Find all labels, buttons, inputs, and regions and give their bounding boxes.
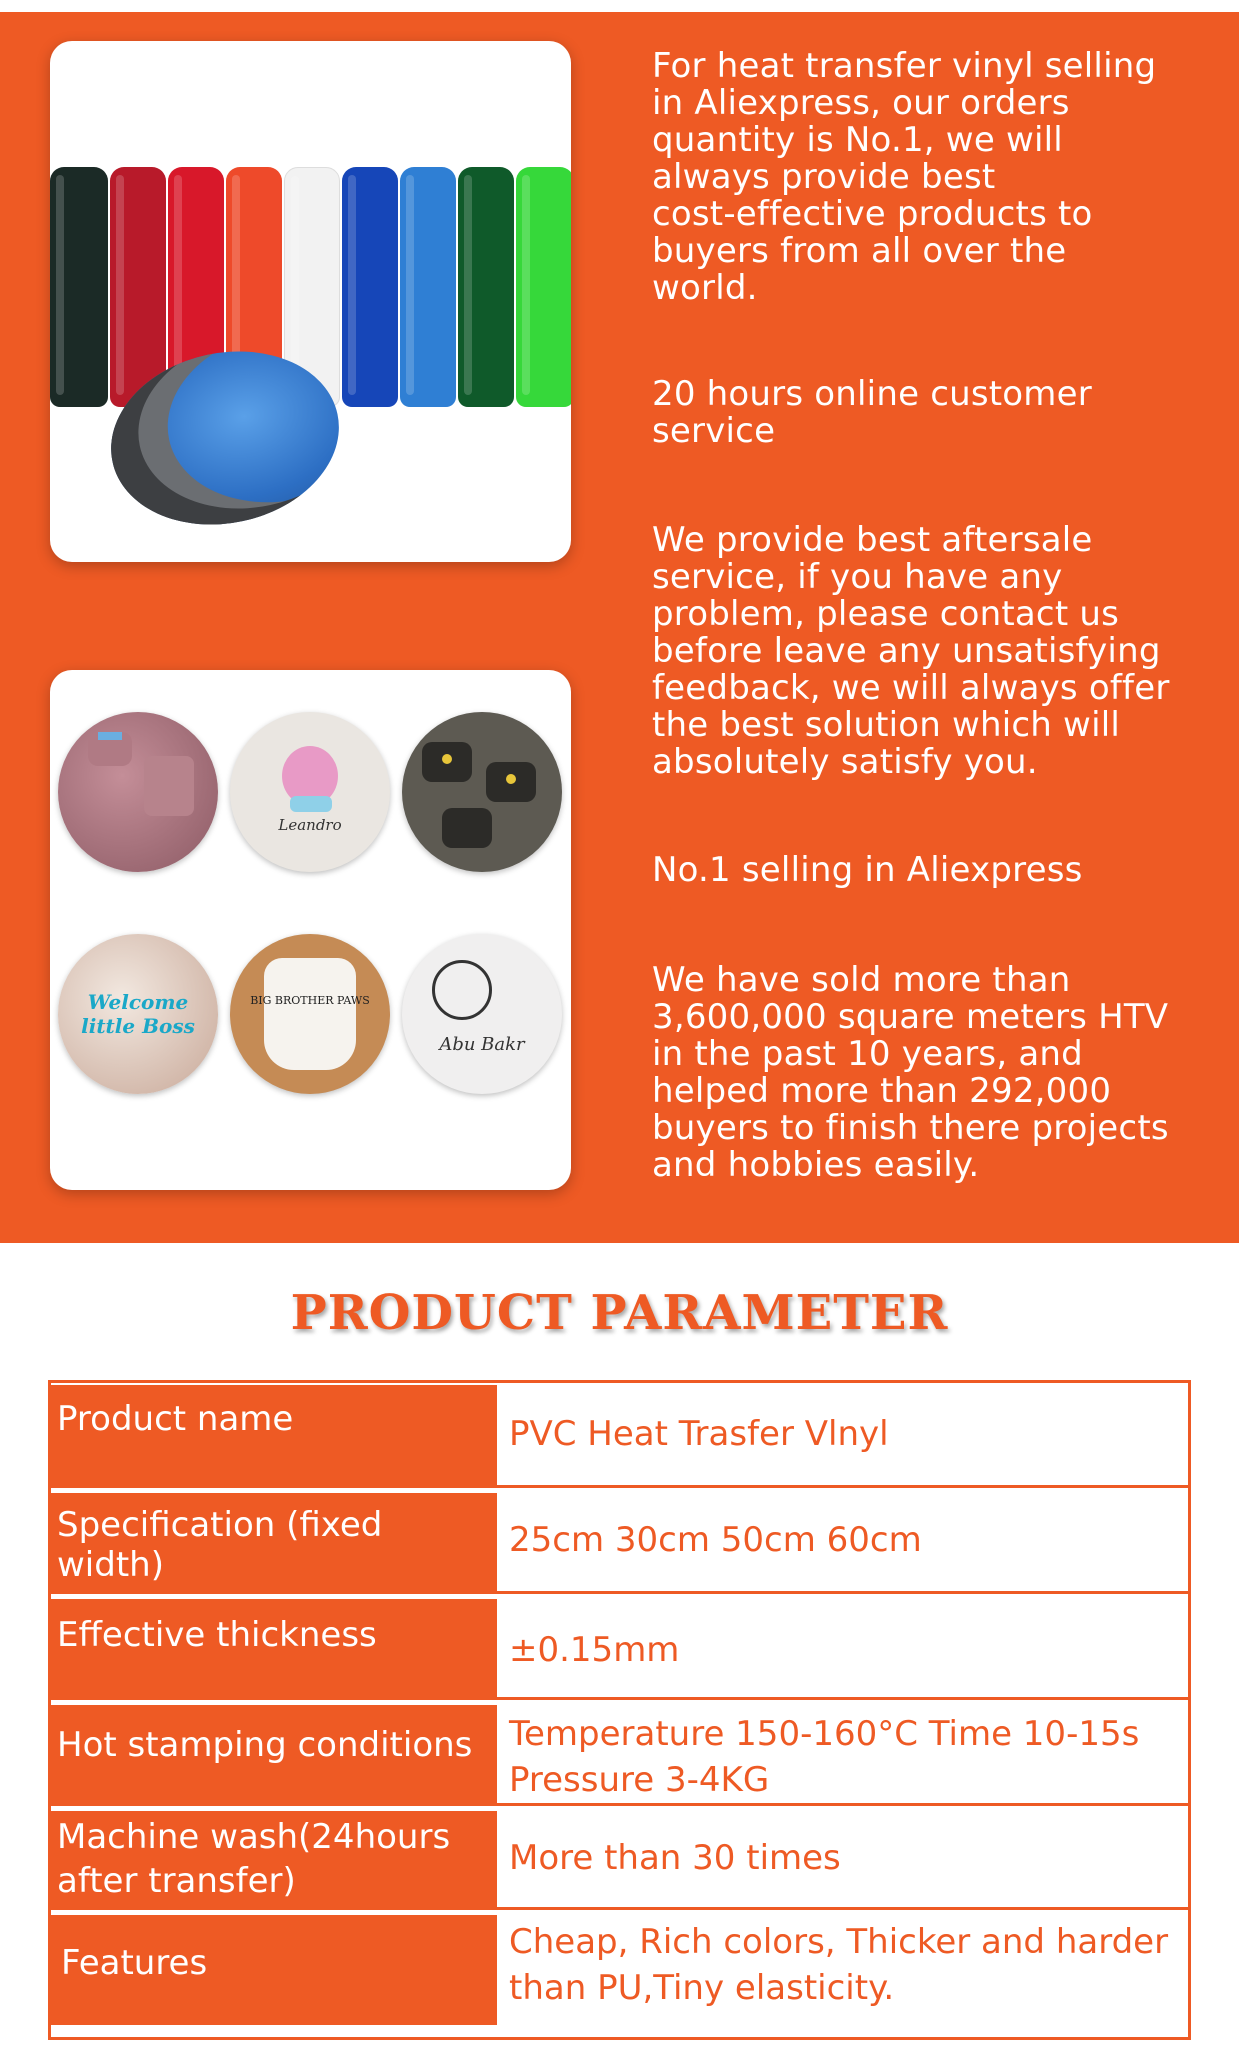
vinyl-roll <box>342 167 398 407</box>
row-divider <box>51 1697 1188 1700</box>
pitch-paragraph-3 <box>652 522 1170 781</box>
pitch-line: We provide best aftersale <box>652 520 1093 560</box>
pitch-paragraph-4 <box>652 852 1083 889</box>
vinyl-roll <box>110 167 166 407</box>
teddy-bear-shirt-sample <box>230 712 390 872</box>
pitch-line: 20 hours online customer <box>652 374 1092 414</box>
pitch-line: always provide best <box>652 157 996 197</box>
baby-bodysuit-sample <box>230 934 390 1094</box>
section-title: PRODUCT PARAMETER <box>290 1285 949 1341</box>
row-label: Effective thickness <box>51 1599 497 1697</box>
pitch-paragraph-5 <box>652 962 1169 1184</box>
row-value: PVC Heat Trasfer Vlnyl <box>509 1414 889 1454</box>
row-divider <box>51 1485 1188 1488</box>
pitch-line: buyers from all over the <box>652 231 1067 271</box>
row-divider <box>51 1803 1188 1806</box>
vinyl-roll <box>400 167 456 407</box>
application-samples-image <box>50 670 571 1190</box>
pitch-line: absolutely satisfy you. <box>652 742 1038 782</box>
table-row <box>51 1493 1188 1591</box>
pitch-line: For heat transfer vinyl selling <box>652 46 1157 86</box>
pitch-line: We have sold more than <box>652 960 1071 1000</box>
row-divider <box>51 1907 1188 1910</box>
balloon-sample <box>58 934 218 1094</box>
row-value: Temperature 150-160°C Time 10-15s Pressure 3-4KG <box>509 1714 1140 1800</box>
row-value: ±0.15mm <box>509 1630 680 1670</box>
pitch-line: service, if you have any <box>652 557 1063 597</box>
pitch-line: problem, please contact us <box>652 594 1120 634</box>
face-masks-sample <box>402 712 562 872</box>
table-row <box>51 1811 1188 1907</box>
table-row <box>51 1705 1188 1803</box>
pitch-line: No.1 selling in Aliexpress <box>652 850 1083 890</box>
pitch-line: service <box>652 411 776 451</box>
sample-caption: Leandro <box>278 816 342 834</box>
pitch-line: feedback, we will always offer <box>652 668 1170 708</box>
table-row <box>51 1385 1188 1485</box>
pitch-line: the best solution which will <box>652 705 1121 745</box>
pitch-line: in Aliexpress, our orders <box>652 83 1070 123</box>
sample-caption: Abu Bakr <box>439 1034 525 1055</box>
row-value: Cheap, Rich colors, Thicker and harder than PU,Tiny elasticity. <box>509 1922 1169 2008</box>
pitch-line: and hobbies easily. <box>652 1145 980 1185</box>
hoodies-sample <box>58 712 218 872</box>
pitch-line: before leave any unsatisfying <box>652 631 1161 671</box>
pitch-line: quantity is No.1, we will <box>652 120 1063 160</box>
pitch-paragraph-1 <box>652 48 1156 307</box>
row-label: Product name <box>51 1385 497 1485</box>
table-row <box>51 1915 1188 2025</box>
vinyl-rolls-image <box>50 41 571 562</box>
row-divider <box>51 1591 1188 1594</box>
product-parameter-table <box>48 1380 1191 2040</box>
table-row <box>51 1599 1188 1697</box>
pitch-line: cost-effective products to <box>652 194 1093 234</box>
pitch-line: 3,600,000 square meters HTV <box>652 997 1169 1037</box>
vinyl-roll <box>50 167 108 407</box>
row-label: Machine wash(24hours after transfer) <box>51 1811 497 1907</box>
sample-caption: Welcome little Boss <box>81 990 195 1038</box>
pitch-line: helped more than 292,000 <box>652 1071 1112 1111</box>
vinyl-roll <box>516 167 571 407</box>
pitch-line: in the past 10 years, and <box>652 1034 1083 1074</box>
row-label: Specification (fixed width) <box>51 1493 497 1591</box>
pitch-line: buyers to finish there projects <box>652 1108 1169 1148</box>
row-value: 25cm 30cm 50cm 60cm <box>509 1520 922 1560</box>
row-label: Features <box>51 1915 497 2025</box>
pitch-line: world. <box>652 268 758 308</box>
sample-caption: BIG BROTHER PAWS <box>250 994 370 1007</box>
pitch-paragraph-2 <box>652 376 1092 450</box>
row-label: Hot stamping conditions <box>51 1705 497 1803</box>
row-value: More than 30 times <box>509 1838 841 1878</box>
vinyl-roll <box>458 167 514 407</box>
calligraphy-sample <box>402 934 562 1094</box>
